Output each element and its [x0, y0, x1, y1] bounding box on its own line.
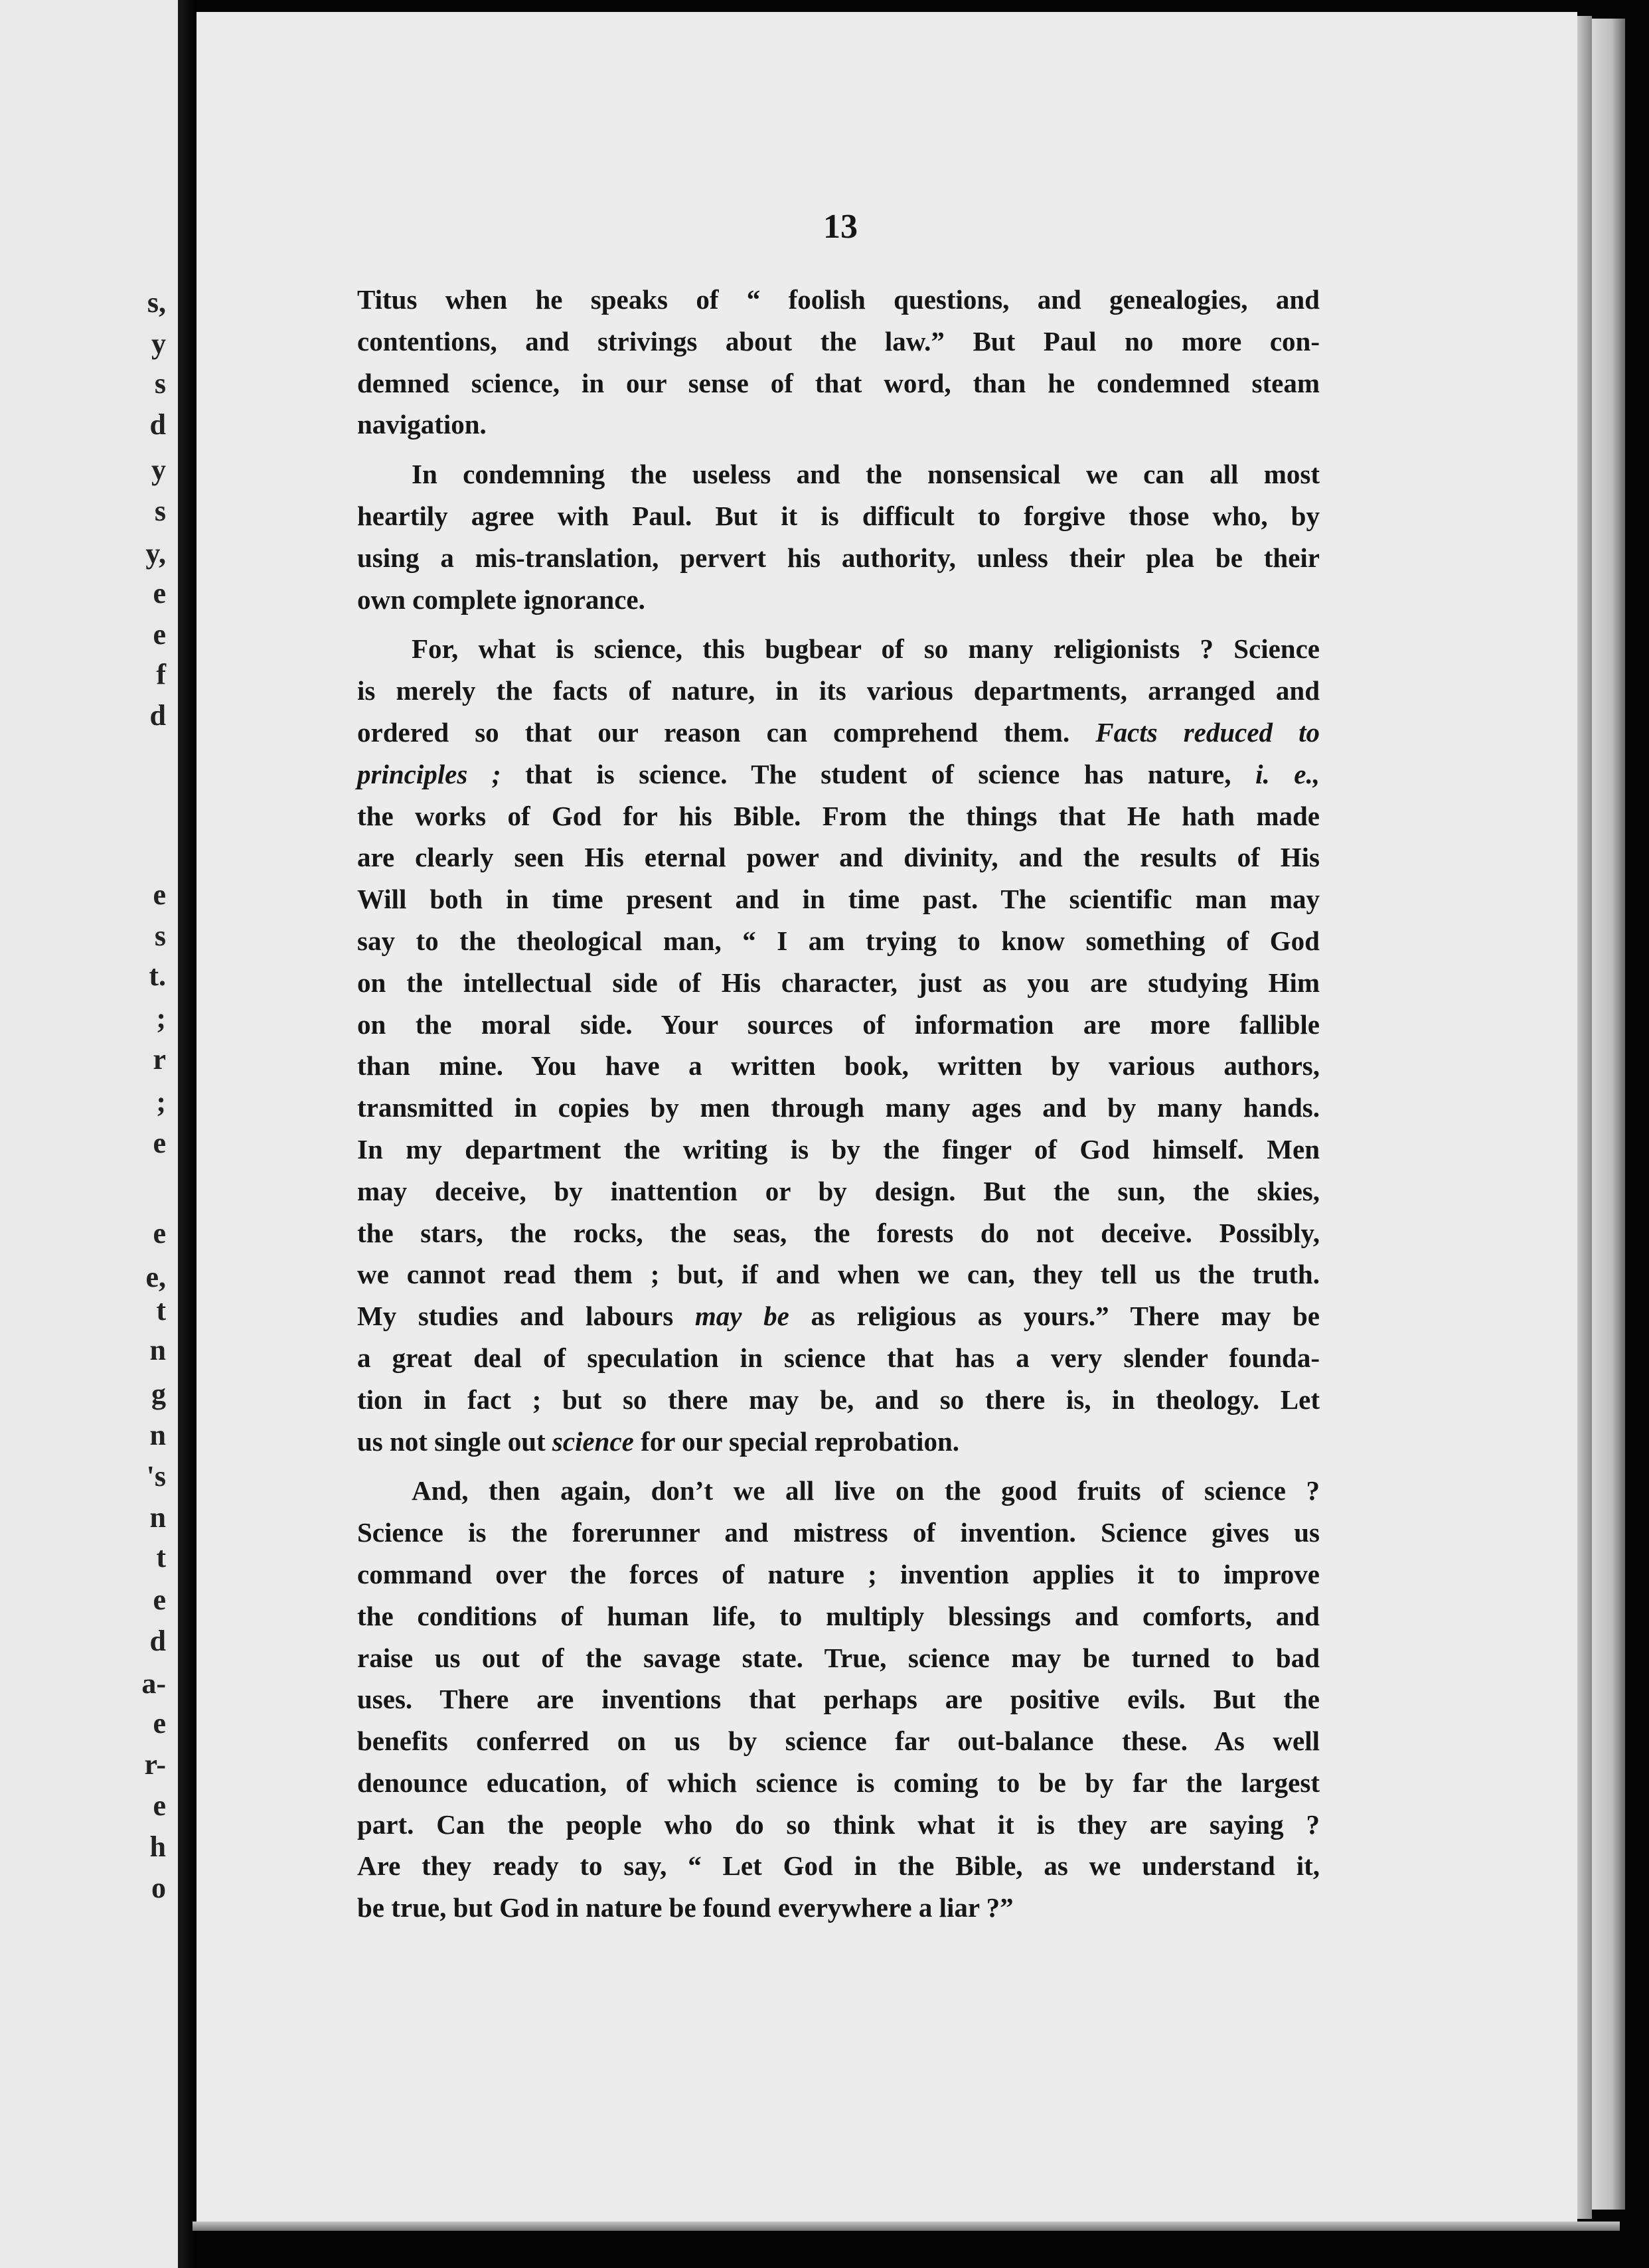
text-line: say to the theological man, “ I am trying to know something of God	[357, 925, 1320, 956]
text-line: the conditions of human life, to multiply blessings and comforts, and	[357, 1600, 1320, 1631]
text-line: benefits conferred on us by science far out-balance these. As well	[357, 1726, 1320, 1757]
text-line: raise us out of the savage state. True, science may be turned to bad	[357, 1642, 1320, 1673]
left-fragment: d	[149, 699, 166, 732]
text-run: for our special reprobation.	[633, 1425, 959, 1457]
text-line: navigation.	[357, 409, 487, 440]
left-fragment: s	[154, 367, 166, 400]
text-line: Science is the forerunner and mistress of invention. Science gives us	[357, 1517, 1320, 1548]
left-fragment: y	[151, 453, 166, 486]
text-line: than mine. You have a written book, written by various authors,	[357, 1050, 1320, 1082]
left-fragment: e	[153, 878, 166, 911]
text-line: tion in fact ; but so there may be, and so there is, in theology. Let	[357, 1384, 1320, 1415]
text-line: contentions, and strivings about the law.” But Paul no more con-	[357, 325, 1320, 357]
text-line: For, what is science, this bugbear of so many religionists ? Science	[412, 633, 1320, 665]
text-line: heartily agree with Paul. But it is difficult to forgive those who, by	[357, 500, 1320, 531]
italic-run: Facts reduced to	[1095, 716, 1320, 748]
left-fragment: h	[149, 1830, 166, 1863]
left-fragment: t.	[149, 959, 166, 992]
page-edge	[1577, 16, 1592, 2219]
left-fragment: y	[151, 327, 166, 360]
text-line: using a mis-translation, pervert his authority, unless their plea be their	[357, 542, 1320, 573]
left-fragment: t	[156, 1294, 166, 1327]
text-line: Will both in time present and in time past. The scientific man may	[357, 884, 1320, 915]
text-line: own complete ignorance.	[357, 584, 645, 615]
paragraph	[357, 628, 1320, 1462]
text-line: is merely the facts of nature, in its various departments, arranged and	[357, 675, 1320, 706]
italic-run: i. e.,	[1255, 758, 1320, 789]
left-fragment: d	[149, 1625, 166, 1657]
left-fragment: t	[156, 1541, 166, 1574]
text-line	[357, 712, 1320, 754]
text-line: And, then again, don’t we all live on the good fruits of science ?	[412, 1475, 1320, 1506]
paragraph	[357, 279, 1320, 446]
text-line: may deceive, by inattention or by design. But the sun, the skies,	[357, 1175, 1320, 1206]
text-line: In condemning the useless and the nonsensical we can all most	[412, 459, 1320, 490]
left-fragment: a-	[141, 1667, 166, 1700]
italic-run: principles ;	[357, 758, 501, 789]
left-fragment: ;	[156, 1002, 166, 1034]
left-fragment: d	[149, 408, 166, 441]
page-bottom-edge	[193, 2222, 1620, 2231]
text-run: that is science. The student of science has nature,	[525, 758, 1256, 789]
text-line: denounce education, of which science is coming to be by far the largest	[357, 1767, 1320, 1798]
left-fragment: y,	[145, 537, 166, 570]
text-line	[357, 754, 1320, 795]
text-line: the works of God for his Bible. From the things that He hath made	[357, 800, 1320, 831]
left-fragment: s	[154, 920, 166, 952]
left-fragment: e,	[145, 1261, 166, 1293]
text-line: Are they ready to say, “ Let God in the Bible, as we understand it,	[357, 1850, 1320, 1882]
text-line: we cannot read them ; but, if and when we can, they tell us the truth.	[357, 1259, 1320, 1290]
text-line: transmitted in copies by men through many ages and by many hands.	[357, 1092, 1320, 1123]
paragraph	[357, 453, 1320, 620]
italic-run: science	[552, 1425, 634, 1457]
left-fragment: n	[149, 1419, 166, 1451]
left-fragment: e	[153, 577, 166, 609]
italic-run: may be	[694, 1301, 789, 1332]
left-fragment: s,	[147, 286, 166, 319]
page-body	[357, 279, 1320, 1937]
left-fragment: e	[153, 618, 166, 651]
left-fragment: g	[151, 1378, 166, 1410]
text-line: a great deal of speculation in science that has a very slender founda-	[357, 1342, 1320, 1373]
left-fragment: e	[153, 1583, 166, 1616]
text-run: My studies and labours	[357, 1301, 695, 1332]
text-line: demned science, in our sense of that word, than he condemned steam	[357, 367, 1320, 398]
left-fragment: s	[154, 495, 166, 527]
paragraph	[357, 1470, 1320, 1929]
left-fragment: r-	[144, 1748, 166, 1781]
text-line: uses. There are inventions that perhaps are positive evils. But the	[357, 1684, 1320, 1715]
left-fragment: o	[151, 1872, 166, 1904]
left-fragment: n	[149, 1501, 166, 1534]
text-line: on the intellectual side of His character, just as you are studying Him	[357, 967, 1320, 998]
page-stack-edge	[1592, 19, 1625, 2210]
text-line: part. Can the people who do so think what it is they are saying ?	[357, 1809, 1320, 1840]
left-facing-page	[0, 0, 178, 2268]
text-run: us not single out	[357, 1425, 552, 1457]
left-fragment: ;	[156, 1086, 166, 1118]
text-run: as religious as yours.” There may be	[789, 1301, 1320, 1332]
text-line: In my department the writing is by the finger of God himself. Men	[357, 1133, 1320, 1165]
text-run: ordered so that our reason can comprehend them.	[357, 716, 1070, 748]
text-line	[357, 1295, 1320, 1337]
left-fragment: f	[156, 658, 166, 690]
left-fragment: r	[153, 1043, 166, 1076]
left-fragment: e	[153, 1707, 166, 1740]
left-fragment: e	[153, 1127, 166, 1159]
text-line: are clearly seen His eternal power and divinity, and the results of His	[357, 842, 1320, 873]
text-line	[357, 1421, 1320, 1463]
text-line: the stars, the rocks, the seas, the forests do not deceive. Possibly,	[357, 1217, 1320, 1248]
left-fragment: n	[149, 1334, 166, 1366]
left-fragment: e	[153, 1217, 166, 1250]
left-fragment: e	[153, 1789, 166, 1822]
binding-gutter-shadow	[178, 0, 196, 2268]
text-line: command over the forces of nature ; invention applies it to improve	[357, 1558, 1320, 1589]
text-line: Titus when he speaks of “ foolish questions, and genealogies, and	[357, 284, 1320, 315]
left-fragment: 's	[146, 1460, 166, 1493]
text-line: on the moral side. Your sources of information are more fallible	[357, 1009, 1320, 1040]
page-number: 13	[823, 208, 858, 246]
text-line: be true, but God in nature be found everywhere a liar ?”	[357, 1892, 1014, 1923]
